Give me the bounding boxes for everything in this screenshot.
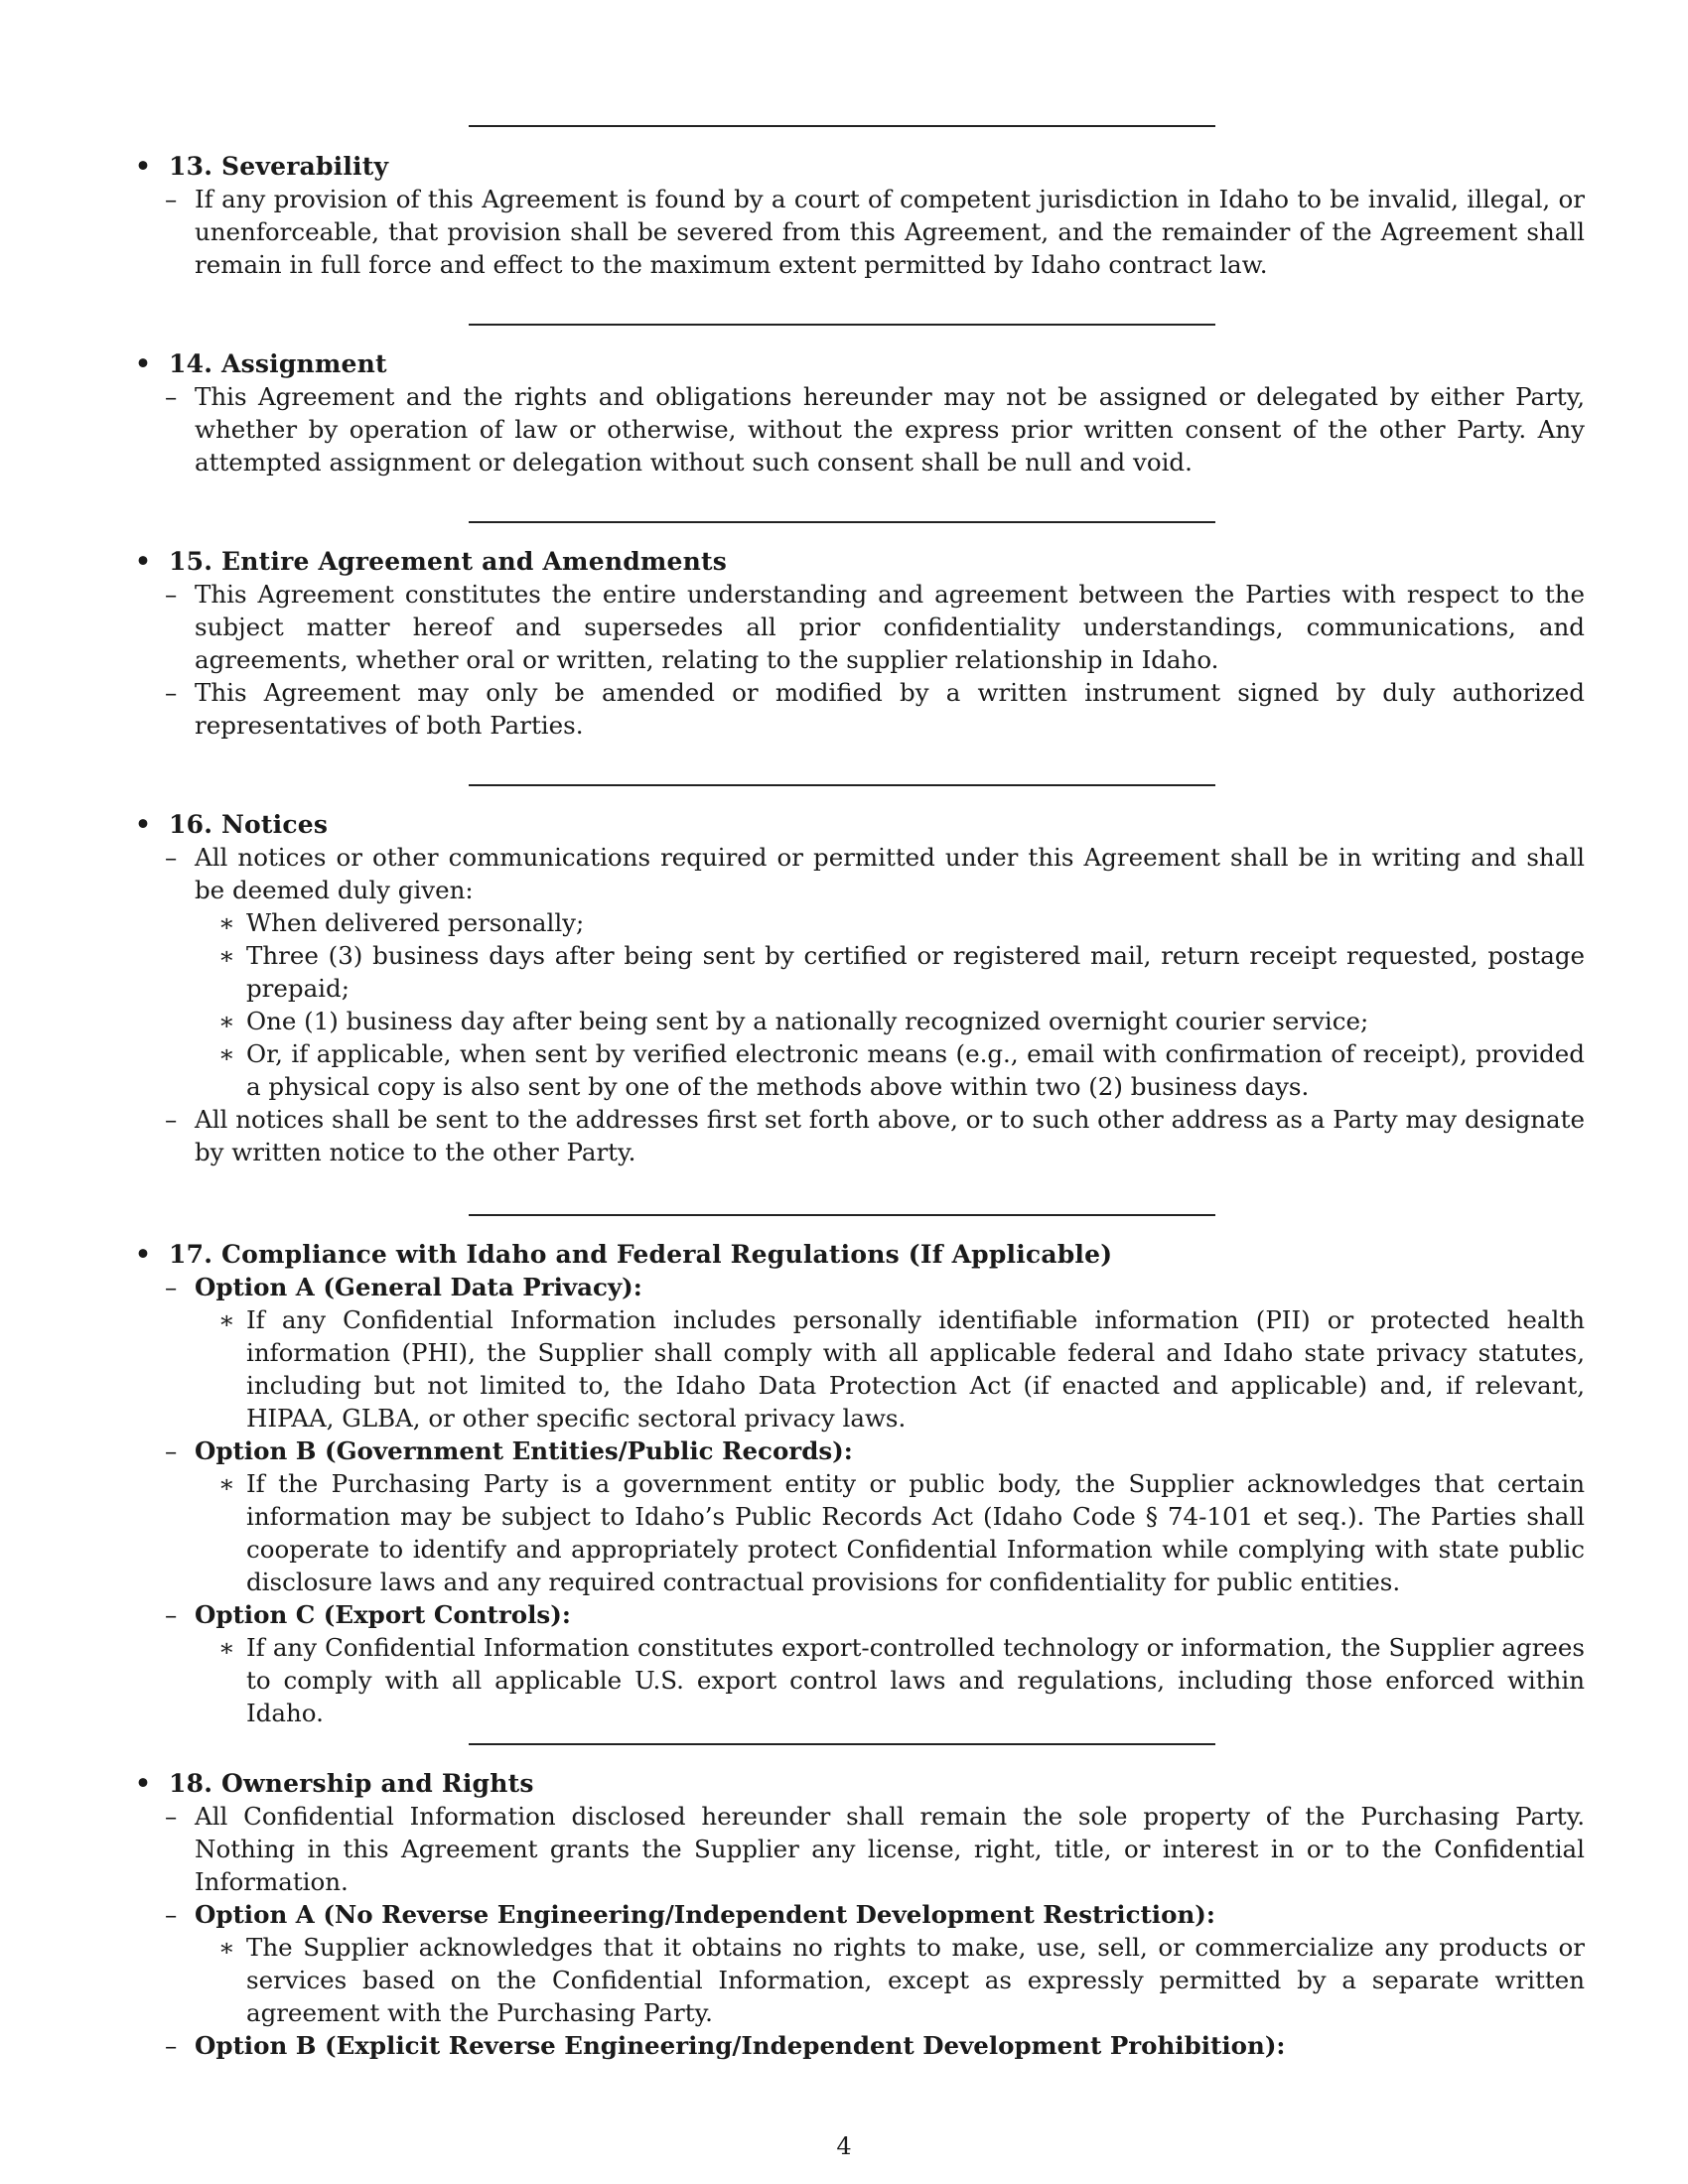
bullet-icon: • bbox=[135, 152, 152, 181]
bullet-icon: • bbox=[135, 1240, 152, 1269]
list-item: – All Confidential Information disclosed hereunder shall remain the sole property of the Purchasing Party. Nothing in this Agreement grants the Supplier any license, right, title, or interest in or to the Confidential Information. bbox=[165, 1802, 1585, 1896]
list-item: – If any provision of this Agreement is found by a court of competent jurisdiction in Idaho to be invalid, illegal, or unenforceable, that provision shall be severed from this Agreement, and the remainder of the Agreement shall remain in full force and effect to the maximum extent permitted by Idaho contract law. bbox=[165, 185, 1585, 279]
page-number: 4 bbox=[836, 2132, 852, 2160]
section-13 bbox=[135, 150, 1585, 281]
bullet-icon: • bbox=[135, 547, 152, 576]
section-17 bbox=[135, 1238, 1585, 1729]
section-divider bbox=[469, 521, 1215, 523]
section-divider bbox=[469, 784, 1215, 786]
asterisk-icon: ∗ bbox=[218, 908, 235, 937]
sub-list-item: ∗ The Supplier acknowledges that it obtains no rights to make, use, sell, or commercialize any products or services based on the Confidential Information, except as expressly permitted by a separate written agreement with the Purchasing Party. bbox=[218, 1933, 1585, 2027]
sub-list-item: ∗ When delivered personally; bbox=[218, 908, 585, 937]
dash-icon: – bbox=[165, 1273, 178, 1301]
section-divider bbox=[469, 125, 1215, 127]
option-heading: – Option B (Explicit Reverse Engineering/Independent Development Prohibition): bbox=[165, 2031, 1286, 2060]
asterisk-icon: ∗ bbox=[218, 1633, 235, 1662]
dash-icon: – bbox=[165, 1900, 178, 1929]
bullet-icon: • bbox=[135, 349, 152, 378]
dash-icon: – bbox=[165, 2031, 178, 2060]
option-heading: – Option C (Export Controls): bbox=[165, 1600, 571, 1629]
dash-icon: – bbox=[165, 843, 178, 872]
bullet-icon: • bbox=[135, 810, 152, 839]
dash-icon: – bbox=[165, 678, 178, 707]
sub-list-item: ∗ Or, if applicable, when sent by verified electronic means (e.g., email with confirmation of receipt), provided a physical copy is also sent by one of the methods above within two (2) business days. bbox=[218, 1039, 1585, 1101]
list-item: – This Agreement may only be amended or modified by a written instrument signed by duly authorized representatives of both Parties. bbox=[165, 678, 1585, 740]
option-heading: – Option B (Government Entities/Public Records): bbox=[165, 1436, 853, 1465]
dash-icon: – bbox=[165, 382, 178, 411]
dash-icon: – bbox=[165, 580, 178, 609]
section-title: 15. Entire Agreement and Amendments bbox=[169, 547, 728, 576]
asterisk-icon: ∗ bbox=[218, 1007, 235, 1035]
dash-icon: – bbox=[165, 1600, 178, 1629]
section-18 bbox=[135, 1767, 1585, 2062]
option-heading: – Option A (General Data Privacy): bbox=[165, 1273, 642, 1301]
asterisk-icon: ∗ bbox=[218, 1039, 235, 1068]
section-divider bbox=[469, 1743, 1215, 1745]
sub-list-item: ∗ If any Confidential Information includes personally identifiable information (PII) or protected health information (PHI), the Supplier shall comply with all applicable federal and Idaho state privacy statutes, including but not limited to, the Idaho Data Protection Act (if enacted and applicable) and, if relevant, HIPAA, GLBA, or other specific sectoral privacy laws. bbox=[218, 1305, 1585, 1433]
sub-list-item: ∗ If the Purchasing Party is a government entity or public body, the Supplier acknowledges that certain information may be subject to Idaho’s Public Records Act (Idaho Code § 74-101 et seq.). The Parties shall cooperate to identify and appropriately protect Confidential Information while complying with state public disclosure laws and any required contractual provisions for confidentiality for public entities. bbox=[218, 1469, 1585, 1596]
section-title: 17. Compliance with Idaho and Federal Regulations (If Applicable) bbox=[169, 1240, 1113, 1269]
asterisk-icon: ∗ bbox=[218, 1469, 235, 1498]
option-heading: – Option A (No Reverse Engineering/Independent Development Restriction): bbox=[165, 1900, 1215, 1929]
dash-icon: – bbox=[165, 1105, 178, 1134]
section-title: 18. Ownership and Rights bbox=[169, 1769, 534, 1798]
list-item: – This Agreement constitutes the entire understanding and agreement between the Parties with respect to the subject matter hereof and supersedes all prior confidentiality understandings, communications, and agreements, whether oral or written, relating to the supplier relationship in Idaho. bbox=[165, 580, 1585, 674]
section-title: 14. Assignment bbox=[169, 349, 387, 378]
section-divider bbox=[469, 324, 1215, 326]
sub-list-item: ∗ One (1) business day after being sent by a nationally recognized overnight courier service; bbox=[218, 1007, 1369, 1035]
dash-icon: – bbox=[165, 185, 178, 213]
asterisk-icon: ∗ bbox=[218, 1305, 235, 1334]
list-item: – All notices shall be sent to the addresses first set forth above, or to such other address as a Party may designate by written notice to the other Party. bbox=[165, 1105, 1585, 1166]
dash-icon: – bbox=[165, 1436, 178, 1465]
section-divider bbox=[469, 1214, 1215, 1216]
bullet-icon: • bbox=[135, 1769, 152, 1798]
asterisk-icon: ∗ bbox=[218, 1933, 235, 1962]
section-title: 16. Notices bbox=[169, 810, 329, 839]
dash-icon: – bbox=[165, 1802, 178, 1831]
asterisk-icon: ∗ bbox=[218, 941, 235, 970]
sub-list-item: ∗ If any Confidential Information constitutes export-controlled technology or information, the Supplier agrees to comply with all applicable U.S. export control laws and regulations, including those enforced within Idaho. bbox=[218, 1633, 1585, 1727]
list-item: – This Agreement and the rights and obligations hereunder may not be assigned or delegated by either Party, whether by operation of law or otherwise, without the express prior written consent of the other Party. Any attempted assignment or delegation without such consent shall be null and void. bbox=[165, 382, 1585, 477]
sub-list-item: ∗ Three (3) business days after being sent by certified or registered mail, return receipt requested, postage prepaid; bbox=[218, 941, 1585, 1003]
list-item: – All notices or other communications required or permitted under this Agreement shall be in writing and shall be deemed duly given: bbox=[165, 843, 1585, 904]
section-16 bbox=[135, 808, 1585, 1168]
section-15 bbox=[135, 545, 1585, 742]
section-14 bbox=[135, 347, 1585, 478]
section-title: 13. Severability bbox=[169, 152, 389, 181]
